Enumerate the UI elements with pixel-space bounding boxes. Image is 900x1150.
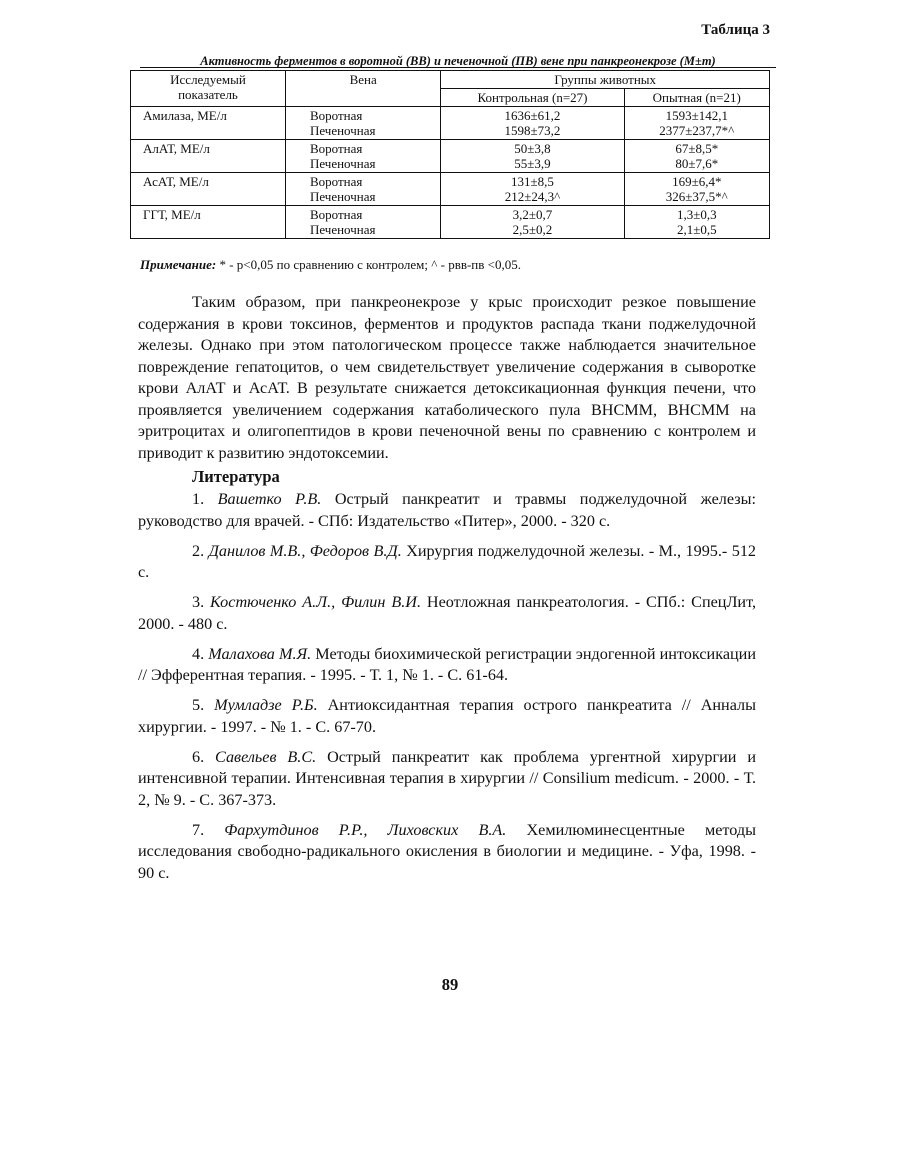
indicator-cell [131, 206, 286, 239]
table-number-label: Таблица 3 [701, 22, 770, 38]
literature-heading: Литература [192, 467, 280, 486]
reference-authors: Савельев В.С. [215, 747, 317, 766]
experimental-value: 2377±237,7*^ [659, 123, 735, 138]
reference-text: Хирургия поджелудочной железы. - М., 1995.- 512 с. [138, 541, 757, 581]
header-experimental-group: Опытная (n=21) [624, 89, 769, 107]
indicator-name: Амилаза, МЕ/л [143, 108, 227, 123]
enzyme-activity-table [130, 70, 770, 239]
vein-name: Печеночная [309, 189, 376, 204]
experimental-value: 80±7,6* [675, 156, 719, 171]
table-row [131, 107, 770, 140]
reference-authors: Костюченко А.Л., Филин В.И. [210, 593, 421, 611]
reference-item [138, 644, 756, 687]
header-control-group: Контрольная (n=27) [441, 89, 624, 107]
experimental-value: 67±8,5* [675, 141, 719, 156]
vein-name: Воротная [309, 108, 363, 123]
reference-text: Острый панкреатит как проблема ургентной хирургии и интенсивной терапии. Интенсивная терапия в хирургии // Consilium medicum. - 2000. - Т. 2, № 9. - С. 367-373. [138, 747, 757, 809]
experimental-value: 1593±142,1 [665, 108, 728, 123]
experimental-value: 326±37,5*^ [665, 189, 728, 204]
reference-text: Методы биохимической регистрации эндогенной интоксикации // Эфферентная терапия. - 1995. - Т. 1, № 1. - С. 61-64. [138, 644, 757, 684]
reference-text: Хемилюминесцентные методы исследования свободно-радикального окисления в биологии и медицине. - Уфа, 1998. - 90 с. [138, 820, 757, 882]
experimental-value: 169±6,4* [672, 174, 722, 189]
reference-text: Неотложная панкреатология. - СПб.: СпецЛит, 2000. - 480 с. [138, 593, 757, 633]
vein-name: Печеночная [309, 156, 376, 171]
experimental-value-cell [624, 107, 769, 140]
vein-cell [285, 140, 440, 173]
vein-name: Печеночная [309, 123, 376, 138]
reference-authors: Вашетко Р.В. [217, 490, 322, 508]
table-row [131, 140, 770, 173]
note-label: Примечание: [140, 257, 217, 272]
reference-authors: Мумладзе Р.Б. [214, 696, 318, 714]
table-caption: Активность ферментов в воротной (ВВ) и печеночной (ПВ) вене при панкреонекрозе (M±m) [138, 54, 778, 69]
experimental-value-cell [624, 206, 769, 239]
header-indicator-line1: Исследуемый [170, 72, 246, 87]
conclusion-paragraph: Таким образом, при панкреонекрозе у крыс происходит резкое повышение содержания в крови токсинов, ферментов и продуктов распада ткани поджелудочной железы. Однако при этом патологическом процессе также наблюдается значительное повреждение гепатоцитов, о чем свидетельствует увеличение содержания в сыворотке крови АлАТ и АсАТ. В результате снижается детоксикационная функция печени, что проявляется увеличением содержания катаболического пула ВНСММ, ВНСММ на эритроцитах и олигопептидов в крови печеночной вены по сравнению с контролем и приводит к развитию эндотоксемии. [138, 293, 756, 462]
control-value: 3,2±0,7 [512, 207, 553, 222]
control-value-cell [441, 140, 624, 173]
reference-number: 6. [192, 747, 216, 766]
reference-number: 4. [192, 644, 209, 663]
table-row [131, 173, 770, 206]
header-indicator-line2: показатель [178, 87, 238, 102]
reference-list [138, 489, 756, 893]
reference-text: Острый панкреатит и травмы поджелудочной железы: руководство для врачей. - СПб: Издательство «Питер», 2000. - 320 с. [138, 490, 756, 530]
vein-cell [285, 173, 440, 206]
reference-item [138, 592, 756, 635]
indicator-cell [131, 173, 286, 206]
reference-number: 7. [192, 820, 225, 839]
reference-number: 2. [192, 541, 209, 560]
page-number: 89 [441, 975, 459, 994]
control-value: 131±8,5 [511, 174, 554, 189]
header-vein: Вена [285, 71, 440, 107]
indicator-name: АсАТ, МЕ/л [143, 174, 209, 189]
reference-number: 3. [192, 593, 211, 611]
reference-text: Антиоксидантная терапия острого панкреатита // Анналы хирургии. - 1997. - № 1. - С. 67-70. [138, 696, 757, 736]
vein-name: Воротная [309, 174, 363, 189]
control-value-cell [441, 206, 624, 239]
experimental-value: 2,1±0,5 [676, 222, 717, 237]
table-note [140, 257, 780, 273]
reference-item [138, 489, 756, 532]
header-animal-groups: Группы животных [441, 71, 770, 89]
note-text: * - p<0,05 по сравнению с контролем; ^ - pвв-пв <0,05. [216, 257, 521, 272]
indicator-cell [131, 107, 286, 140]
control-value: 212±24,3^ [504, 189, 561, 204]
reference-item [138, 820, 756, 885]
table-row [131, 206, 770, 239]
vein-cell [285, 206, 440, 239]
vein-cell [285, 107, 440, 140]
reference-authors: Фархутдинов Р.Р., Лиховских В.А. [224, 820, 507, 839]
header-indicator [131, 71, 286, 107]
table-body [131, 107, 770, 239]
control-value: 1636±61,2 [504, 108, 561, 123]
control-value: 55±3,9 [514, 156, 551, 171]
reference-authors: Малахова М.Я. [208, 644, 312, 663]
control-value: 1598±73,2 [504, 123, 561, 138]
reference-number: 5. [192, 696, 215, 714]
reference-authors: Данилов М.В., Федоров В.Д. [208, 541, 402, 560]
indicator-cell [131, 140, 286, 173]
reference-item [138, 541, 756, 584]
control-value-cell [441, 107, 624, 140]
vein-name: Воротная [309, 141, 363, 156]
reference-number: 1. [192, 490, 218, 508]
control-value: 2,5±0,2 [512, 222, 553, 237]
vein-name: Воротная [309, 207, 363, 222]
vein-name: Печеночная [309, 222, 376, 237]
reference-item [138, 747, 756, 812]
experimental-value: 1,3±0,3 [676, 207, 717, 222]
indicator-name: ГГТ, МЕ/л [143, 207, 201, 222]
control-value-cell [441, 173, 624, 206]
experimental-value-cell [624, 140, 769, 173]
control-value: 50±3,8 [514, 141, 551, 156]
experimental-value-cell [624, 173, 769, 206]
reference-item [138, 695, 756, 738]
indicator-name: АлАТ, МЕ/л [143, 141, 210, 156]
